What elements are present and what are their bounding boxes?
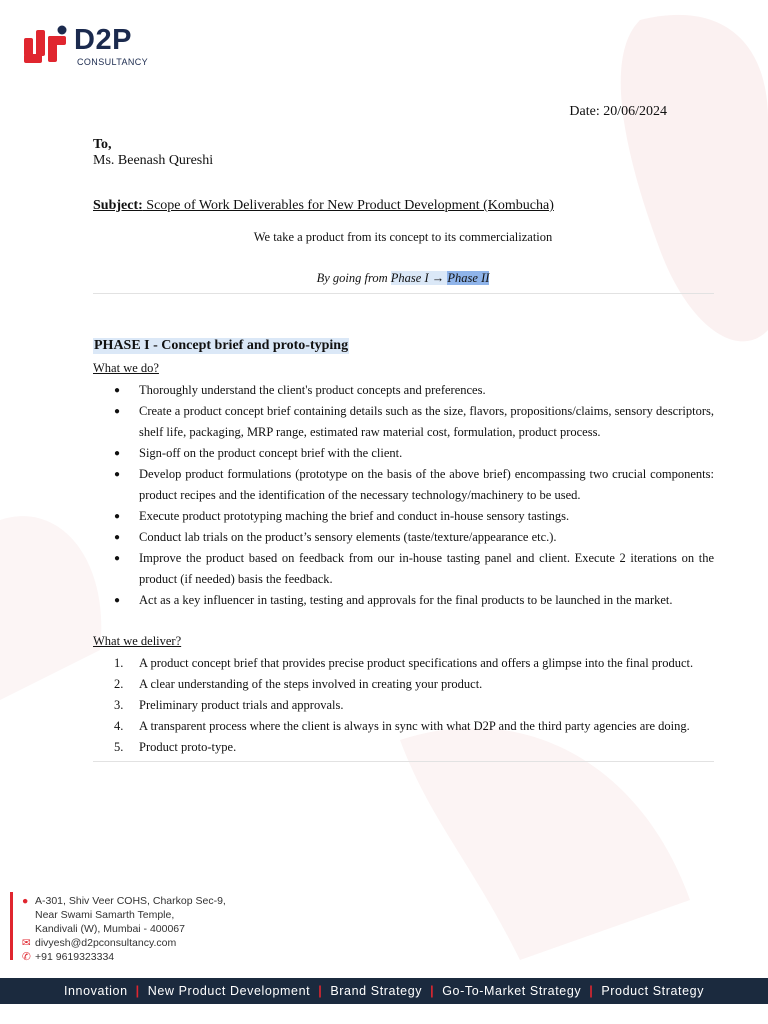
letter-date: Date: 20/06/2024 [569,104,667,119]
what-we-do-list [93,380,714,611]
phone-text[interactable]: +91 9619323334 [35,951,115,963]
list-number: 5. [114,740,124,754]
phases-prefix: By going from [316,271,391,285]
list-item: ● Improve the product based on feedback from our in-house tasting panel and client. Execute 2 iterations on the product (if needed) basis the feedback. [93,548,714,590]
list-number: 1. [114,656,124,670]
strip-separator: | [135,984,140,998]
strip-separator: | [318,984,323,998]
phone-icon: ✆ [22,951,31,963]
what-we-do-label: What we do? [93,361,159,375]
strip-separator: | [589,984,594,998]
phase2-highlight: Phase II [447,271,490,285]
phase-arrow: → [428,271,448,285]
divider [93,293,714,294]
list-item: ● Conduct lab trials on the product’s sensory elements (taste/texture/appearance etc.). [93,527,714,548]
subject-label: Subject: [93,198,143,213]
strip-separator: | [430,984,435,998]
address-line-2: Near Swami Samarth Temple, [35,909,175,921]
list-text: A product concept brief that provides precise product specifications and offers a glimpse into the final product. [139,656,694,670]
company-logo [22,24,162,72]
services-strip [0,978,768,1004]
phase1-highlight: Phase I [390,271,429,285]
footer-address [22,894,226,908]
strip-item: Go-To-Market Strategy [442,984,582,998]
list-item [93,695,714,716]
map-pin-icon: ● [22,895,29,907]
list-item [93,653,714,674]
list-number: 2. [114,677,124,691]
tagline: We take a product from its concept to its commercialization [253,230,553,244]
list-item [93,674,714,695]
list-number: 3. [114,698,124,712]
strip-item: Brand Strategy [330,984,423,998]
what-we-deliver-label: What we deliver? [93,634,182,648]
divider [93,761,714,762]
recipient-name: Ms. Beenash Qureshi [93,153,214,168]
list-item: ● Sign-off on the product concept brief with the client. [93,443,714,464]
list-item [93,716,714,737]
list-item: ● Execute product prototyping maching the brief and conduct in-house sensory tastings. [93,506,714,527]
strip-item: Innovation [63,984,128,998]
list-item [93,737,714,758]
list-text: A clear understanding of the steps involved in creating your product. [139,677,483,691]
list-text: Product proto-type. [139,740,237,754]
list-item: ● Thoroughly understand the client's product concepts and preferences. [93,380,714,401]
address-line-1: A-301, Shiv Veer COHS, Charkop Sec-9, [35,895,226,907]
list-item: ● Act as a key influencer in tasting, testing and approvals for the final products to be launched in the market. [93,590,714,611]
list-text: A transparent process where the client is always in sync with what D2P and the third party agencies are doing. [139,719,690,733]
list-item: ● Develop product formulations (prototype on the basis of the above brief) encompassing two crucial components: product recipes and the identification of the necessary technology/machinery to be used. [93,464,714,506]
address-line-3: Kandivali (W), Mumbai - 400067 [35,923,185,935]
email-text[interactable]: divyesh@d2pconsultancy.com [35,937,177,949]
phases-line [0,271,768,286]
envelope-icon: ✉ [22,937,31,949]
logo-wordmark: D2P [74,24,132,56]
footer-email [22,936,176,950]
footer-accent-bar [10,892,13,960]
strip-item: Product Strategy [601,984,705,998]
subject-line [93,198,554,214]
to-label: To, [93,137,112,152]
d2p-logo-mark-icon [22,24,70,68]
subject-text: Scope of Work Deliverables for New Product Development (Kombucha) [142,198,554,213]
list-text: Preliminary product trials and approvals. [139,698,344,712]
footer-phone [22,950,114,964]
what-we-deliver-list [93,653,714,758]
list-item: ● Create a product concept brief containing details such as the size, flavors, propositions/claims, sensory descriptors, shelf life, packaging, MRP range, estimated raw material cost, formulation, product process. [93,401,714,443]
logo-subtitle: CONSULTANCY [77,57,149,67]
strip-item: New Product Development [147,984,311,998]
list-number: 4. [114,719,124,733]
phase-title: PHASE I - Concept brief and proto-typing [94,338,349,353]
